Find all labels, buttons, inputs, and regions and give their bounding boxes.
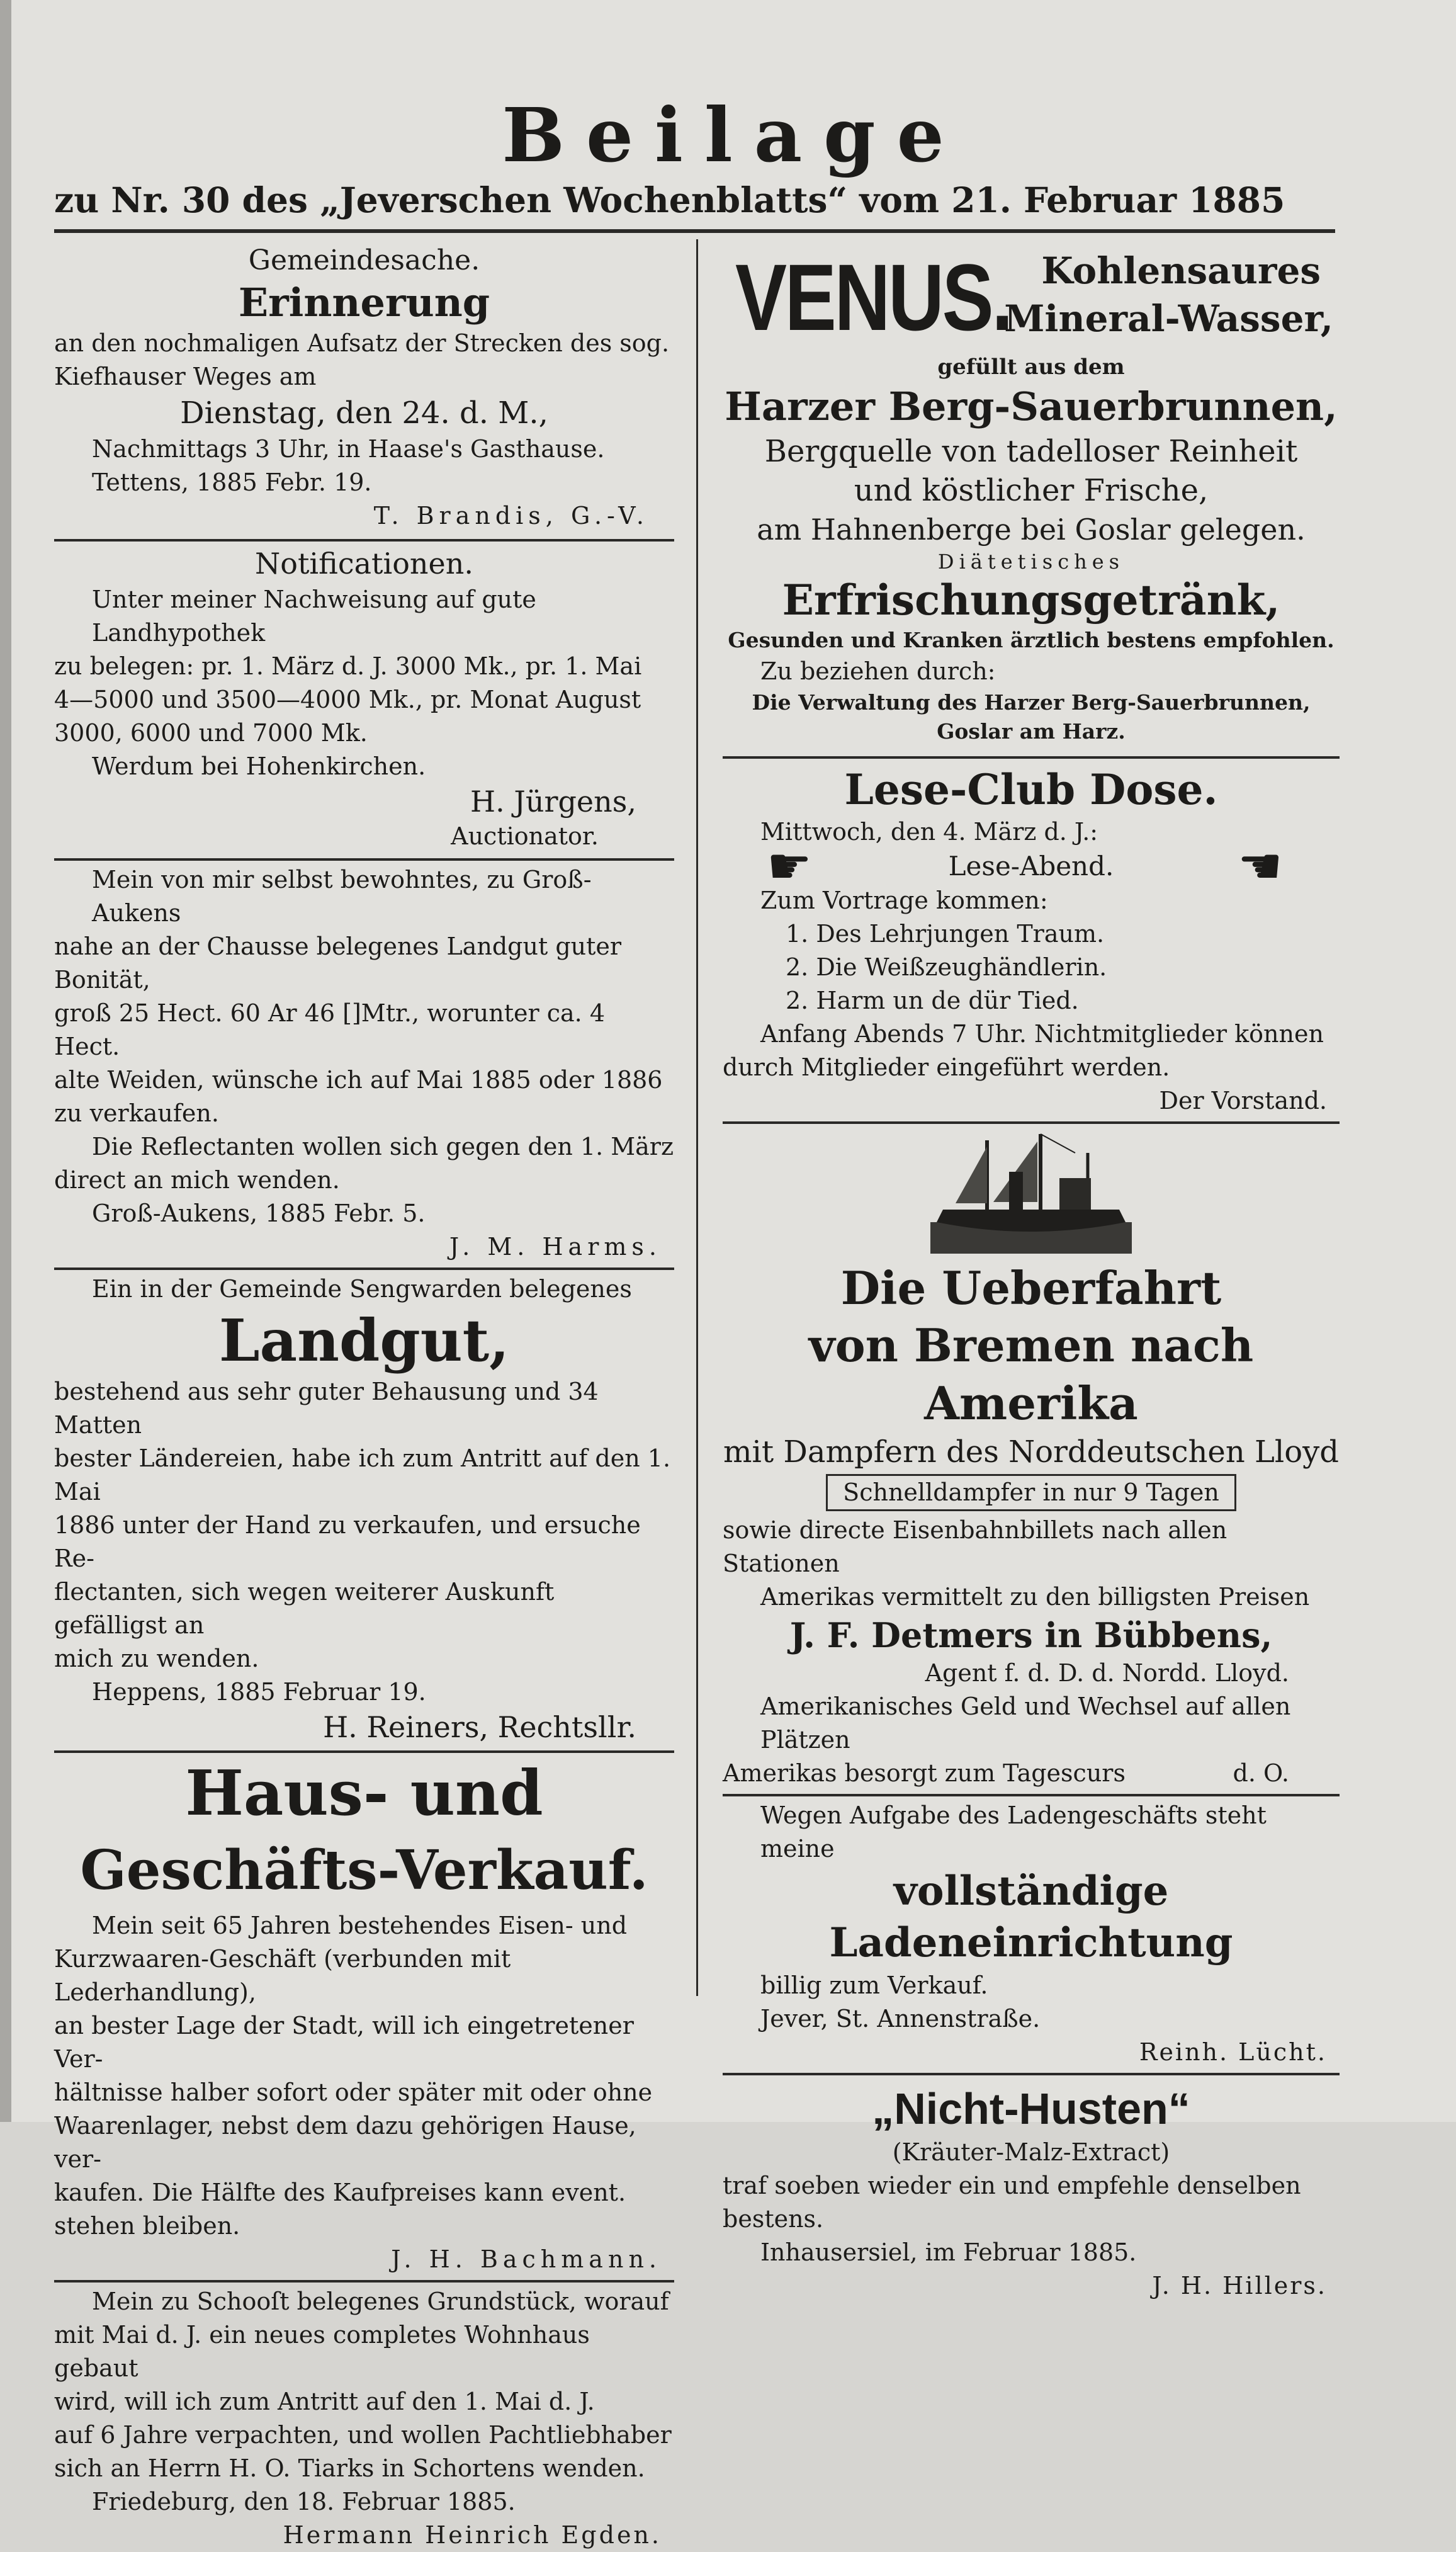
text-line: direct an mich wenden.	[54, 1166, 340, 1194]
venus-erfrischung: Erfrischungsgetränk,	[782, 576, 1280, 625]
section-label: Gemeindesache.	[248, 244, 480, 276]
place-line: Inhausersiel, im Februar 1885.	[760, 2238, 1137, 2266]
signature: Der Vorstand.	[1159, 1087, 1327, 1114]
text-line: Agent f. d. D. d. Nordd. Lloyd.	[925, 1659, 1289, 1687]
ad-title: „Nicht-Husten“	[872, 2084, 1190, 2133]
ad-title: Landgut,	[218, 1307, 510, 1375]
text-line: billig zum Verkauf.	[760, 1971, 988, 1999]
page-subtitle: zu Nr. 30 des „Jeverschen Wochenblatts“ vom 21. Februar 1885	[54, 179, 1285, 220]
signature: J. M. Harms.	[449, 1233, 662, 1261]
text-line: sowie directe Eisenbahnbillets nach allen Stationen	[723, 1516, 1227, 1577]
ad-harms	[54, 863, 674, 1264]
ad-title: Erinnerung	[238, 280, 490, 326]
ad-title-2: Geschäfts-Verkauf.	[80, 1839, 648, 1902]
ad-title: Lese-Club Dose.	[844, 765, 1218, 814]
list-item: 2. Harm un de dür Tied.	[786, 987, 1079, 1014]
venus-mineral: Mineral-Wasser,	[1004, 297, 1333, 340]
text-line: mit Dampfern des Norddeutschen Lloyd	[723, 1434, 1339, 1470]
text-line: Die Reflectanten wollen sich gegen den 1. März	[92, 1133, 674, 1160]
text-line: wird, will ich zum Antritt auf den 1. Mai d. J.	[54, 2388, 595, 2415]
text-line: Mein seit 65 Jahren bestehendes Eisen- und	[92, 1912, 628, 1939]
list-item: 1. Des Lehrjungen Traum.	[786, 920, 1105, 948]
text-line: Bergquelle von tadelloser Reinheit	[764, 434, 1298, 469]
divider	[54, 1750, 674, 1753]
list-item: 2. Die Weißzeughändlerin.	[786, 953, 1107, 981]
text-line: traf soeben wieder ein und empfehle denselben bestens.	[723, 2172, 1301, 2233]
text-line: kaufen. Die Hälfte des Kaufpreises kann event.	[54, 2179, 626, 2206]
ad-title: Haus- und	[185, 1757, 543, 1830]
text-line: Zum Vortrage kommen:	[760, 887, 1048, 914]
agent-name: J. F. Detmers in Bübbens,	[789, 1615, 1273, 1655]
text-line: sich an Herrn H. O. Tiarks in Schortens wenden.	[54, 2454, 645, 2482]
text-line: Amerikanisches Geld und Wechsel auf allen Plätzen	[760, 1693, 1291, 1754]
place-line: Groß-Aukens, 1885 Febr. 5.	[92, 1199, 426, 1227]
pointing-hand-left-icon: ☛	[1238, 837, 1283, 895]
text-line: Gesunden und Kranken ärztlich bestens empfohlen.	[728, 628, 1335, 652]
place-line: Jever, St. Annenstraße.	[760, 2005, 1041, 2033]
text-line: bestehend aus sehr guter Behausung und 34 Matten	[54, 1378, 599, 1439]
divider	[723, 1121, 1340, 1124]
event-date: Dienstag, den 24. d. M.,	[180, 395, 548, 431]
ad-lese-club	[723, 764, 1340, 1118]
ad-title-2: von Bremen nach Amerika	[808, 1319, 1254, 1430]
signature: H. Jürgens,	[470, 785, 636, 819]
text-line: Tettens, 1885 Febr. 19.	[92, 468, 372, 496]
signature: T. Brandis, G.-V.	[373, 502, 649, 530]
signature: J. H. Hillers.	[1152, 2272, 1327, 2300]
ad-ueberfahrt	[723, 1260, 1340, 1790]
venus-source: Harzer Berg-Sauerbrunnen,	[725, 383, 1338, 429]
text-line: mich zu wenden.	[54, 1645, 259, 1672]
text-line: durch Mitglieder eingeführt werden.	[723, 1053, 1170, 1081]
divider	[723, 756, 1340, 759]
text-line: (Kräuter-Malz-Extract)	[892, 2138, 1170, 2166]
text-line: 4—5000 und 3500—4000 Mk., pr. Monat August	[54, 686, 641, 713]
text-line: stehen bleiben.	[54, 2212, 240, 2240]
ad-ladeneinrichtung	[723, 1799, 1340, 2069]
signature-role: Auctionator.	[451, 822, 599, 850]
signature: H. Reiners, Rechtsllr.	[323, 1710, 636, 1744]
text-line: Mittwoch, den 4. März d. J.:	[760, 818, 1098, 846]
text-line: und köstlicher Frische,	[854, 473, 1209, 508]
steamship-icon	[930, 1128, 1132, 1257]
ad-title: Notificationen.	[255, 547, 473, 581]
text-line: hältnisse halber sofort oder später mit oder ohne	[54, 2078, 653, 2106]
ad-hausverkauf	[54, 1755, 674, 2276]
text-line: nahe an der Chausse belegenes Landgut guter Bonität,	[54, 933, 622, 994]
text-line: zu verkaufen.	[54, 1099, 219, 1127]
text-line: flectanten, sich wegen weiterer Auskunft gefälligst an	[54, 1578, 555, 1639]
text-line: Kurzwaaren-Geschäft (verbunden mit Lederhandlung),	[54, 1945, 511, 2006]
text-line: d. O.	[1233, 1759, 1289, 1787]
text-line: Nachmittags 3 Uhr, in Haase's Gasthause.	[92, 435, 605, 463]
signature: Hermann Heinrich Egden.	[283, 2521, 662, 2549]
express-steamer-box: Schnelldampfer in nur 9 Tagen	[826, 1474, 1236, 1511]
text-line: Amerikas besorgt zum Tagescurs	[723, 1759, 1126, 1787]
text-line: Kiefhauser Weges am	[54, 363, 317, 390]
place-line: Werdum bei Hohenkirchen.	[92, 752, 426, 780]
text-line: Goslar am Harz.	[937, 719, 1126, 744]
text-line: Amerikas vermittelt zu den billigsten Preisen	[760, 1583, 1310, 1611]
signature: Reinh. Lücht.	[1139, 2038, 1327, 2066]
text-line: Wegen Aufgabe des Ladengeschäfts steht meine	[760, 1801, 1267, 1863]
text-line: Waarenlager, nebst dem dazu gehörigen Hause, ver-	[54, 2112, 636, 2173]
ship-illustration	[723, 1128, 1340, 1260]
text-line: zu belegen: pr. 1. März d. J. 3000 Mk., pr. 1. Mai	[54, 652, 642, 680]
signature: J. H. Bachmann.	[391, 2245, 662, 2273]
divider	[54, 858, 674, 861]
text-line: Mein zu Schooſt belegenes Grundstück, worauf	[92, 2288, 669, 2315]
text-line: alte Weiden, wünsche ich auf Mai 1885 oder 1886	[54, 1066, 663, 1094]
header-rule	[54, 229, 1335, 233]
ad-egden	[54, 2285, 674, 2552]
text-line: Zu beziehen durch:	[760, 657, 996, 685]
divider	[723, 2073, 1340, 2075]
pointing-hand-right-icon: ☛	[767, 837, 812, 895]
brand-venus: VENUS.	[735, 244, 1012, 350]
text-line: Die Verwaltung des Harzer Berg-Sauerbrunnen,	[752, 690, 1311, 715]
text-line: an den nochmaligen Aufsatz der Strecken des sog.	[54, 329, 670, 357]
text-line: Mein von mir selbst bewohntes, zu Groß-Aukens	[92, 866, 592, 927]
divider	[54, 2280, 674, 2283]
text-line: groß 25 Hect. 60 Ar 46 []Mtr., worunter ca. 4 Hect.	[54, 999, 606, 1060]
text-line: am Hahnenberge bei Goslar gelegen.	[757, 513, 1306, 547]
page-title: Beilage	[502, 91, 966, 179]
text-line: Unter meiner Nachweisung auf gute Landhypothek	[92, 586, 536, 647]
ad-title: Die Ueberfahrt	[840, 1261, 1222, 1315]
right-column	[723, 242, 1340, 2303]
divider	[54, 1267, 674, 1270]
text-line: 1886 unter der Hand zu verkaufen, und ersuche Re-	[54, 1511, 641, 1572]
text-line: 3000, 6000 und 7000 Mk.	[54, 719, 368, 747]
header	[11, 91, 1456, 179]
ad-title: vollständige Ladeneinrichtung	[829, 1868, 1233, 1966]
left-column	[54, 242, 674, 2552]
column-divider	[696, 239, 698, 1996]
text-line: Diätetisches	[937, 550, 1125, 574]
text-line: bester Ländereien, habe ich zum Antritt auf den 1. Mai	[54, 1444, 671, 1506]
place-line: Heppens, 1885 Februar 19.	[92, 1678, 426, 1706]
ad-landgut	[54, 1273, 674, 1745]
text-line: Anfang Abends 7 Uhr. Nichtmitglieder können	[760, 1020, 1324, 1048]
venus-kohlensaures: Kohlensaures	[1041, 249, 1321, 292]
text-line: Ein in der Gemeinde Sengwarden belegenes	[92, 1275, 632, 1303]
newspaper-page	[11, 0, 1456, 2549]
ad-venus	[723, 242, 1340, 746]
ad-notificationen	[54, 544, 674, 853]
text-line: an bester Lage der Stadt, will ich eingetretener Ver-	[54, 2012, 634, 2073]
text-line: auf 6 Jahre verpachten, und wollen Pachtliebhaber	[54, 2421, 672, 2449]
text-line: gefüllt aus dem	[937, 354, 1125, 380]
ad-erinnerung	[54, 242, 674, 533]
place-line: Friedeburg, den 18. Februar 1885.	[92, 2488, 516, 2515]
divider	[723, 1794, 1340, 1796]
divider	[54, 539, 674, 542]
ad-nicht-husten	[723, 2082, 1340, 2303]
text-line: Lese-Abend.	[948, 851, 1114, 882]
text-line: mit Mai d. J. ein neues completes Wohnhaus gebaut	[54, 2321, 590, 2382]
